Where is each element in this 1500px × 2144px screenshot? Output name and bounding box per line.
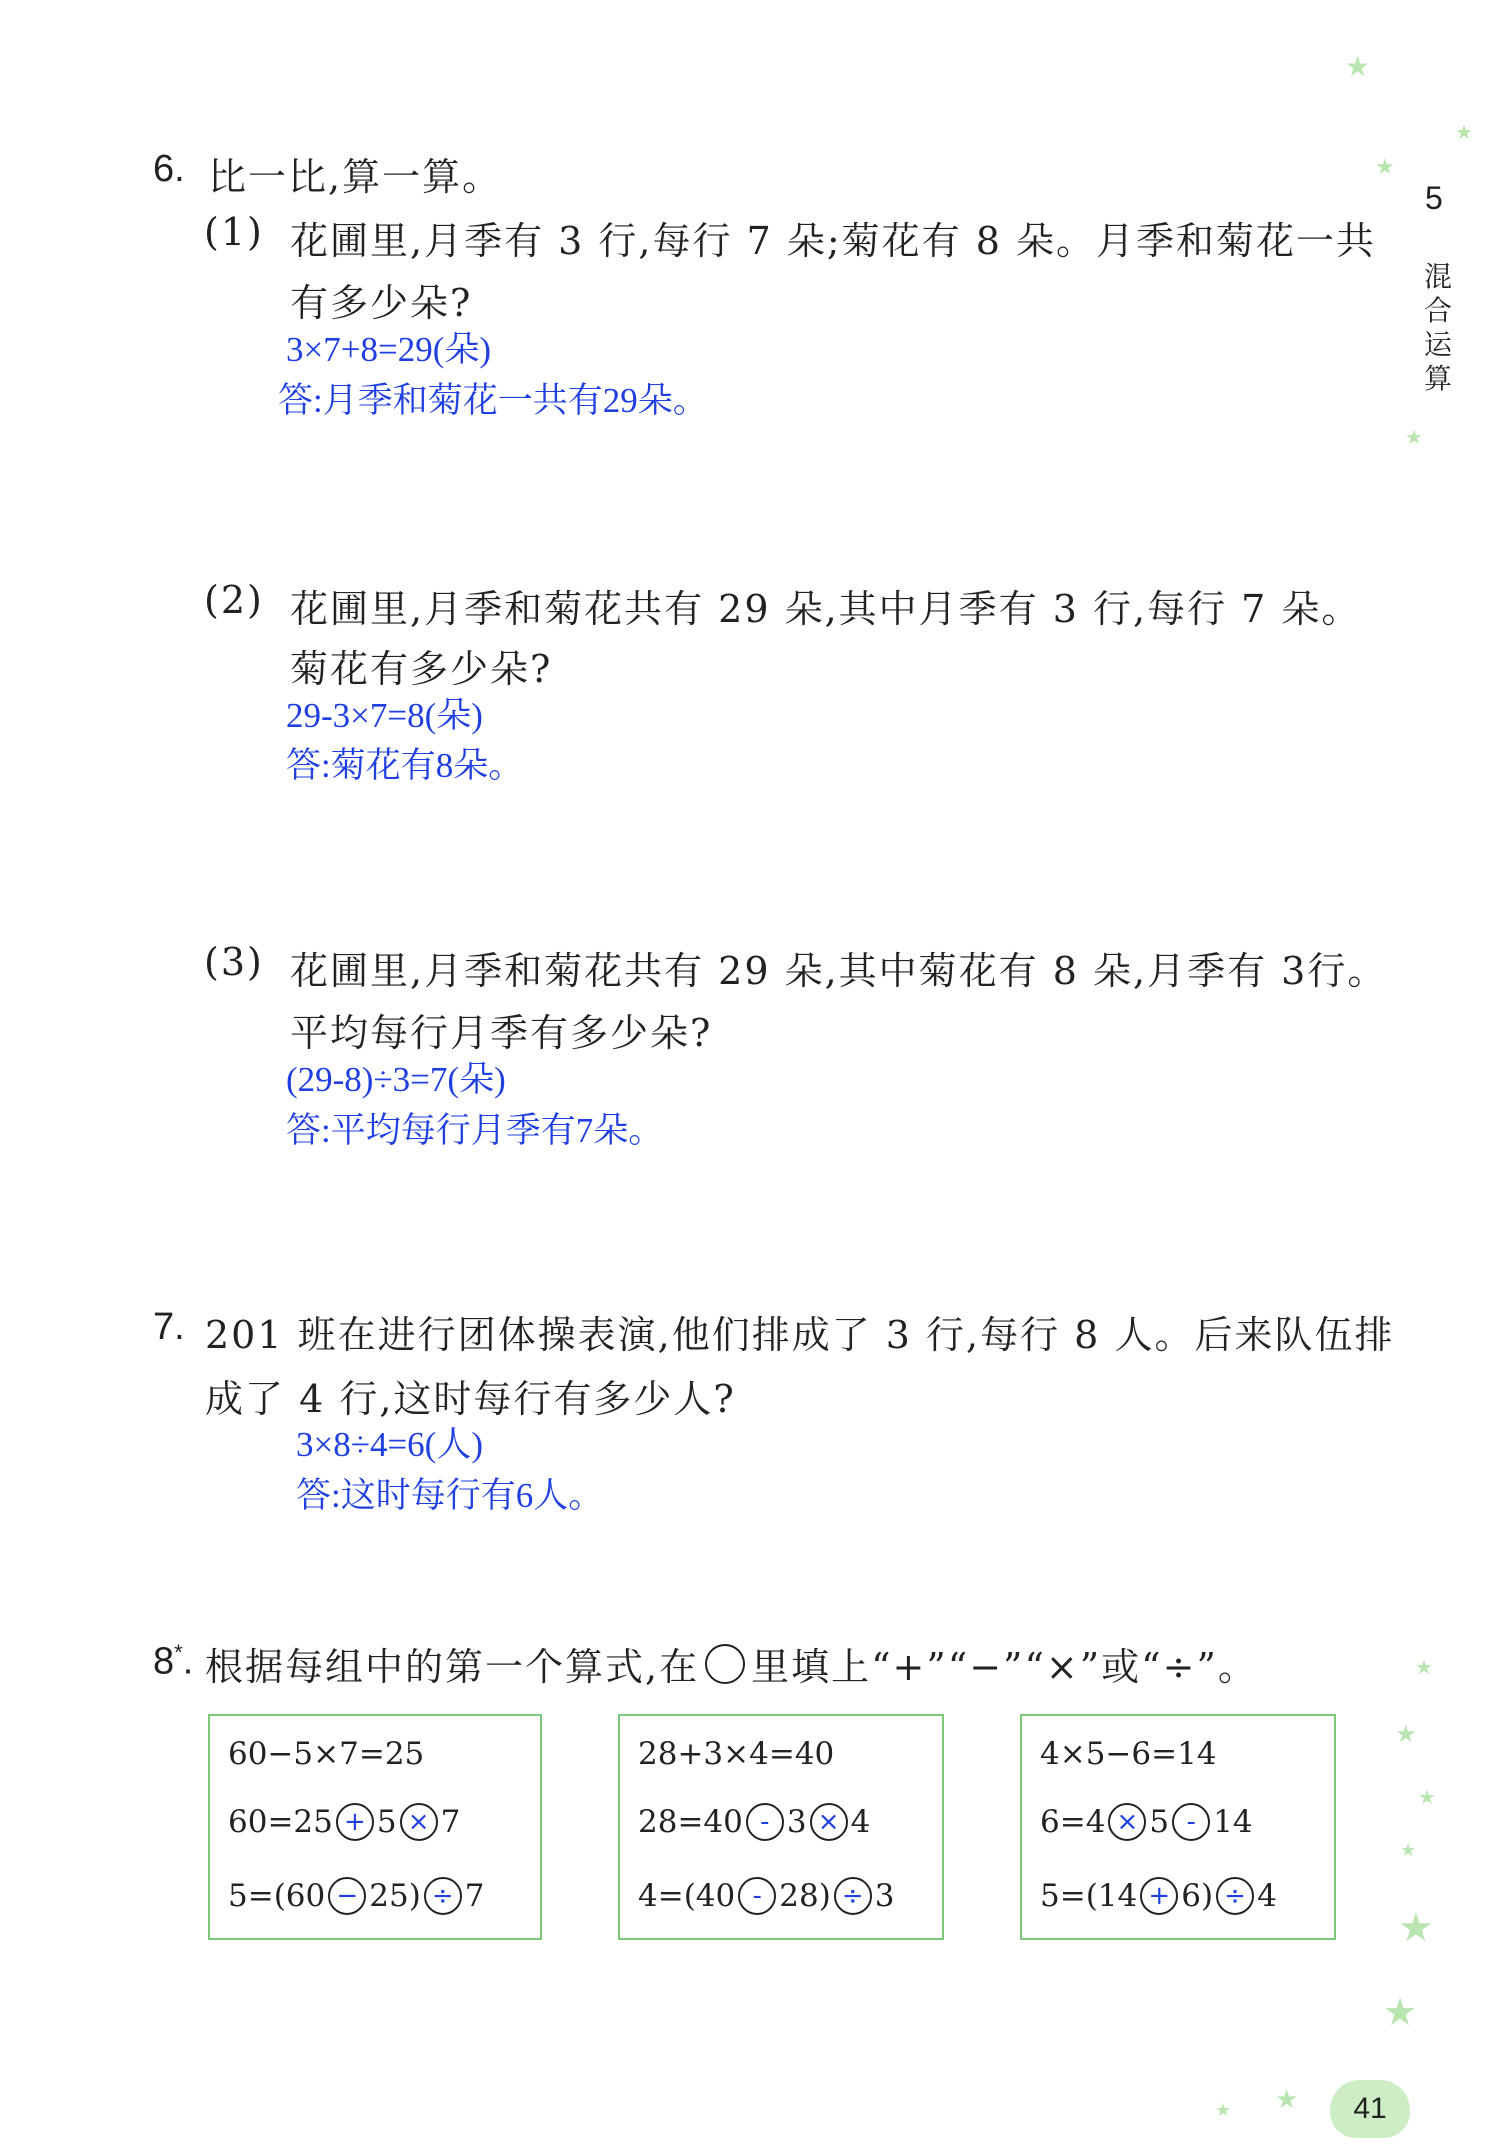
expr-part: 5 [376, 1804, 397, 1840]
fill-row [638, 1800, 870, 1844]
operator-circle[interactable] [328, 1877, 366, 1915]
part-text: 花圃里,月季和菊花共有 29 朵,其中月季有 3 行,每行 7 朵。 [290, 587, 1362, 631]
expr-part: 28) [779, 1878, 831, 1914]
expr-part: 14 [1213, 1804, 1253, 1840]
part-label: (3) [204, 940, 264, 984]
expr-part: 28=40 [638, 1804, 743, 1840]
operator-symbol: + [343, 1807, 366, 1837]
expr-part: 25) [369, 1878, 421, 1914]
instruction-text: 里填上“+”“−”“×”或“÷”。 [751, 1645, 1258, 1689]
answer-statement: 答:平均每行月季有7朵。 [286, 1111, 664, 1150]
star-icon: ★ [1398, 1905, 1434, 1951]
instruction-text: 根据每组中的第一个算式,在 [205, 1645, 700, 1689]
equation-group-1 [208, 1714, 542, 1940]
operator-symbol: × [1116, 1807, 1139, 1837]
part-label: (2) [204, 578, 264, 622]
operator-circle[interactable] [1108, 1803, 1146, 1841]
question-7-text: 成了 4 行,这时每行有多少人? [205, 1377, 736, 1421]
star-icon: ★ [1418, 1785, 1436, 1809]
part-text: 菊花有多少朵? [290, 647, 553, 691]
star-icon: ★ [1383, 1990, 1418, 2034]
fill-row [1040, 1800, 1253, 1844]
star-icon: ★ [1395, 1720, 1417, 1748]
operator-circle[interactable] [1140, 1877, 1178, 1915]
operator-circle[interactable] [400, 1803, 438, 1841]
operator-symbol: - [1186, 1807, 1196, 1837]
star-icon: ★ [1345, 50, 1371, 83]
expr-part: 60=25 [228, 1804, 333, 1840]
answer-statement: 答:月季和菊花一共有29朵。 [278, 381, 708, 420]
part-text: 花圃里,月季和菊花共有 29 朵,其中菊花有 8 朵,月季有 3行。 [290, 949, 1388, 993]
expr-part: 6=4 [1040, 1804, 1106, 1840]
given-equation: 4×5−6=14 [1040, 1736, 1217, 1772]
part-label: (1) [204, 210, 264, 254]
answer-statement: 答:这时每行有6人。 [296, 1476, 604, 1515]
operator-circle[interactable] [1216, 1877, 1254, 1915]
operator-circle[interactable] [810, 1803, 848, 1841]
expr-part: 7 [464, 1878, 485, 1914]
answer-equation: 29-3×7=8(朵) [286, 696, 483, 735]
question-8-digit: 8 [153, 1640, 175, 1683]
question-8-instruction [205, 1636, 1258, 1691]
operator-symbol: × [817, 1807, 840, 1837]
star-icon: ★ [1415, 1655, 1433, 1679]
given-equation: 28+3×4=40 [638, 1736, 835, 1772]
star-icon: ★ [1400, 1840, 1417, 1861]
part-text: 有多少朵? [290, 281, 473, 325]
optional-star-mark: * [174, 1640, 183, 1665]
blank-circle-icon [705, 1644, 745, 1684]
question-6-title: 比一比,算一算。 [208, 155, 503, 199]
equation-group-2 [618, 1714, 944, 1940]
star-icon: ★ [1215, 2100, 1232, 2121]
star-icon: ★ [1275, 2085, 1299, 2115]
expr-part: 3 [874, 1878, 895, 1914]
operator-symbol: ÷ [1224, 1881, 1246, 1911]
question-8-number [153, 1640, 193, 1684]
star-icon: ★ [1405, 425, 1423, 449]
expr-part: 3 [786, 1804, 807, 1840]
operator-symbol: - [752, 1881, 762, 1911]
star-icon: ★ [1455, 120, 1473, 144]
chapter-number: 5 [1425, 180, 1443, 216]
part-text: 平均每行月季有多少朵? [290, 1011, 713, 1055]
operator-symbol: - [760, 1807, 770, 1837]
operator-symbol: ÷ [431, 1881, 454, 1911]
expr-part: 5=(14 [1040, 1878, 1138, 1914]
question-7-text: 201 班在进行团体操表演,他们排成了 3 行,每行 8 人。后来队伍排 [205, 1313, 1395, 1357]
question-6-number: 6. [153, 148, 185, 190]
question-8-dot: . [182, 1640, 194, 1683]
expr-part: 4=(40 [638, 1878, 736, 1914]
operator-symbol: × [407, 1807, 430, 1837]
given-equation: 60−5×7=25 [228, 1736, 425, 1772]
fill-row [1040, 1874, 1277, 1918]
operator-circle[interactable] [834, 1877, 872, 1915]
chapter-title: 混合运算 [1424, 261, 1453, 394]
operator-symbol: − [336, 1881, 359, 1911]
question-7-number: 7. [153, 1306, 185, 1348]
star-icon: ★ [1375, 155, 1395, 180]
fill-row [228, 1800, 460, 1844]
expr-part: 4 [1257, 1878, 1277, 1914]
operator-symbol: + [1148, 1881, 1171, 1911]
part-text: 花圃里,月季有 3 行,每行 7 朵;菊花有 8 朵。月季和菊花一共 [290, 219, 1376, 263]
equation-group-3 [1020, 1714, 1336, 1940]
operator-circle[interactable] [336, 1803, 374, 1841]
expr-part: 6) [1181, 1878, 1214, 1914]
operator-circle[interactable] [746, 1803, 784, 1841]
operator-circle[interactable] [424, 1877, 462, 1915]
expr-part: 4 [850, 1804, 871, 1840]
fill-row [638, 1874, 895, 1918]
answer-equation: 3×7+8=29(朵) [286, 330, 492, 369]
answer-statement: 答:菊花有8朵。 [286, 746, 524, 785]
fill-row [228, 1874, 485, 1918]
answer-equation: (29-8)÷3=7(朵) [286, 1060, 506, 1099]
expr-part: 5 [1149, 1804, 1170, 1840]
expr-part: 5=(60 [228, 1878, 326, 1914]
answer-equation: 3×8÷4=6(人) [296, 1425, 483, 1464]
operator-circle[interactable] [738, 1877, 776, 1915]
page-number: 41 [1330, 2080, 1410, 2138]
expr-part: 7 [440, 1804, 461, 1840]
operator-symbol: ÷ [841, 1881, 864, 1911]
operator-circle[interactable] [1172, 1803, 1210, 1841]
